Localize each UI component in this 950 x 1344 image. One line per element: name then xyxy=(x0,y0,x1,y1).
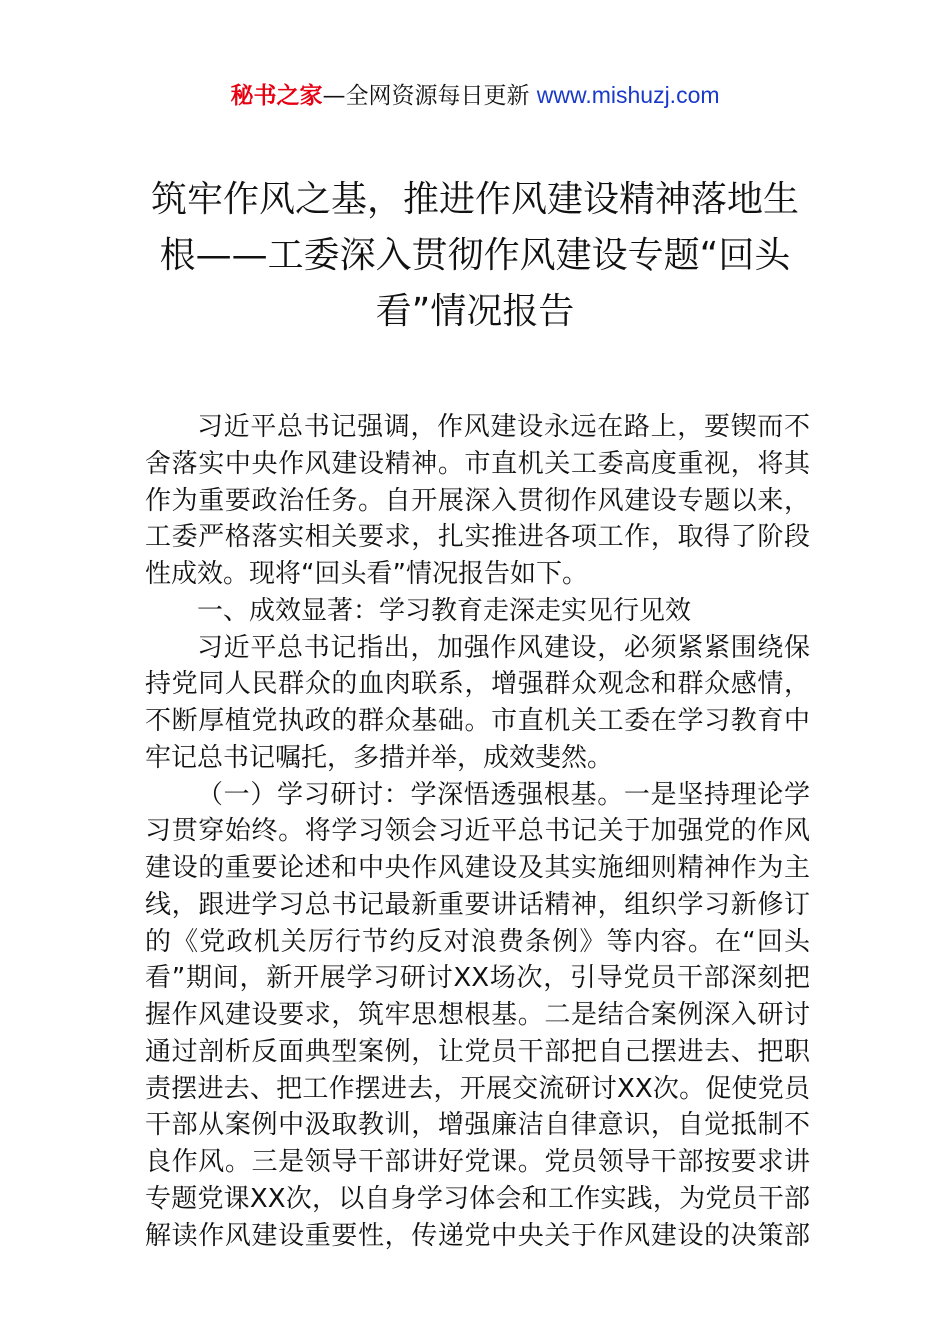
body-line: 牢记总书记嘱托，多措并举，成效斐然。 xyxy=(145,742,614,773)
site-name: 秘书之家 xyxy=(230,83,323,109)
site-slogan: —全网资源每日更新 xyxy=(322,83,530,109)
body-line: 习贯穿始终。将学习领会习近平总书记关于加强党的作风 xyxy=(145,816,810,847)
section-heading: 一、成效显著：学习教育走深走实见行见效 xyxy=(197,595,692,626)
body-line: 习近平总书记指出，加强作风建设，必须紧紧围绕保 xyxy=(197,632,810,663)
body-line: 良作风。三是领导干部讲好党课。党员领导干部按要求讲 xyxy=(145,1147,810,1177)
site-header xyxy=(0,78,950,113)
body-line: 责摆进去、把工作摆进去，开展交流研讨XX次。促使党员 xyxy=(145,1073,810,1104)
body-line: 舍落实中央作风建设精神。市直机关工委高度重视，将其 xyxy=(145,448,810,479)
body-line: 建设的重要论述和中央作风建设及其实施细则精神作为主 xyxy=(145,853,810,883)
body-line: 干部从案例中汲取教训，增强廉洁自律意识，自觉抵制不 xyxy=(145,1110,810,1141)
body-line: 看”期间，新开展学习研讨XX场次，引导党员干部深刻把 xyxy=(145,963,810,994)
body-line: 解读作风建设重要性，传递党中央关于作风建设的决策部 xyxy=(145,1220,810,1251)
body-line: 持党同人民群众的血肉联系，增强群众观念和群众感情， xyxy=(145,669,810,700)
body-line: 作为重要政治任务。自开展深入贯彻作风建设专题以来， xyxy=(145,485,810,516)
body-line: 的《党政机关厉行节约反对浪费条例》等内容。在“回头 xyxy=(145,926,810,957)
body-line: 握作风建设要求，筑牢思想根基。二是结合案例深入研讨 xyxy=(145,1000,810,1030)
body-line: 性成效。现将“回头看”情况报告如下。 xyxy=(145,559,588,589)
body-line: 线，跟进学习总书记最新重要讲话精神，组织学习新修订 xyxy=(145,889,810,920)
title-line: 根——工委深入贯彻作风建设专题“回头 xyxy=(159,235,791,276)
body-line: 不断厚植党执政的群众基础。市直机关工委在学习教育中 xyxy=(145,706,810,736)
title-line: 看”情况报告 xyxy=(375,291,575,332)
site-url-link[interactable]: www.mishuzj.com xyxy=(536,82,720,108)
body-line: 习近平总书记强调，作风建设永远在路上，要锲而不 xyxy=(197,412,810,442)
body-line: 工委严格落实相关要求，扎实推进各项工作，取得了阶段 xyxy=(145,522,810,553)
document-body xyxy=(145,409,810,1254)
body-line: （一）学习研讨：学深悟透强根基。一是坚持理论学 xyxy=(197,779,810,810)
title-line: 筑牢作风之基，推进作风建设精神落地生 xyxy=(150,179,799,220)
document-title xyxy=(150,172,800,340)
body-line: 专题党课XX次，以自身学习体会和工作实践，为党员干部 xyxy=(145,1183,810,1214)
body-line: 通过剖析反面典型案例，让党员干部把自己摆进去、把职 xyxy=(145,1036,810,1067)
